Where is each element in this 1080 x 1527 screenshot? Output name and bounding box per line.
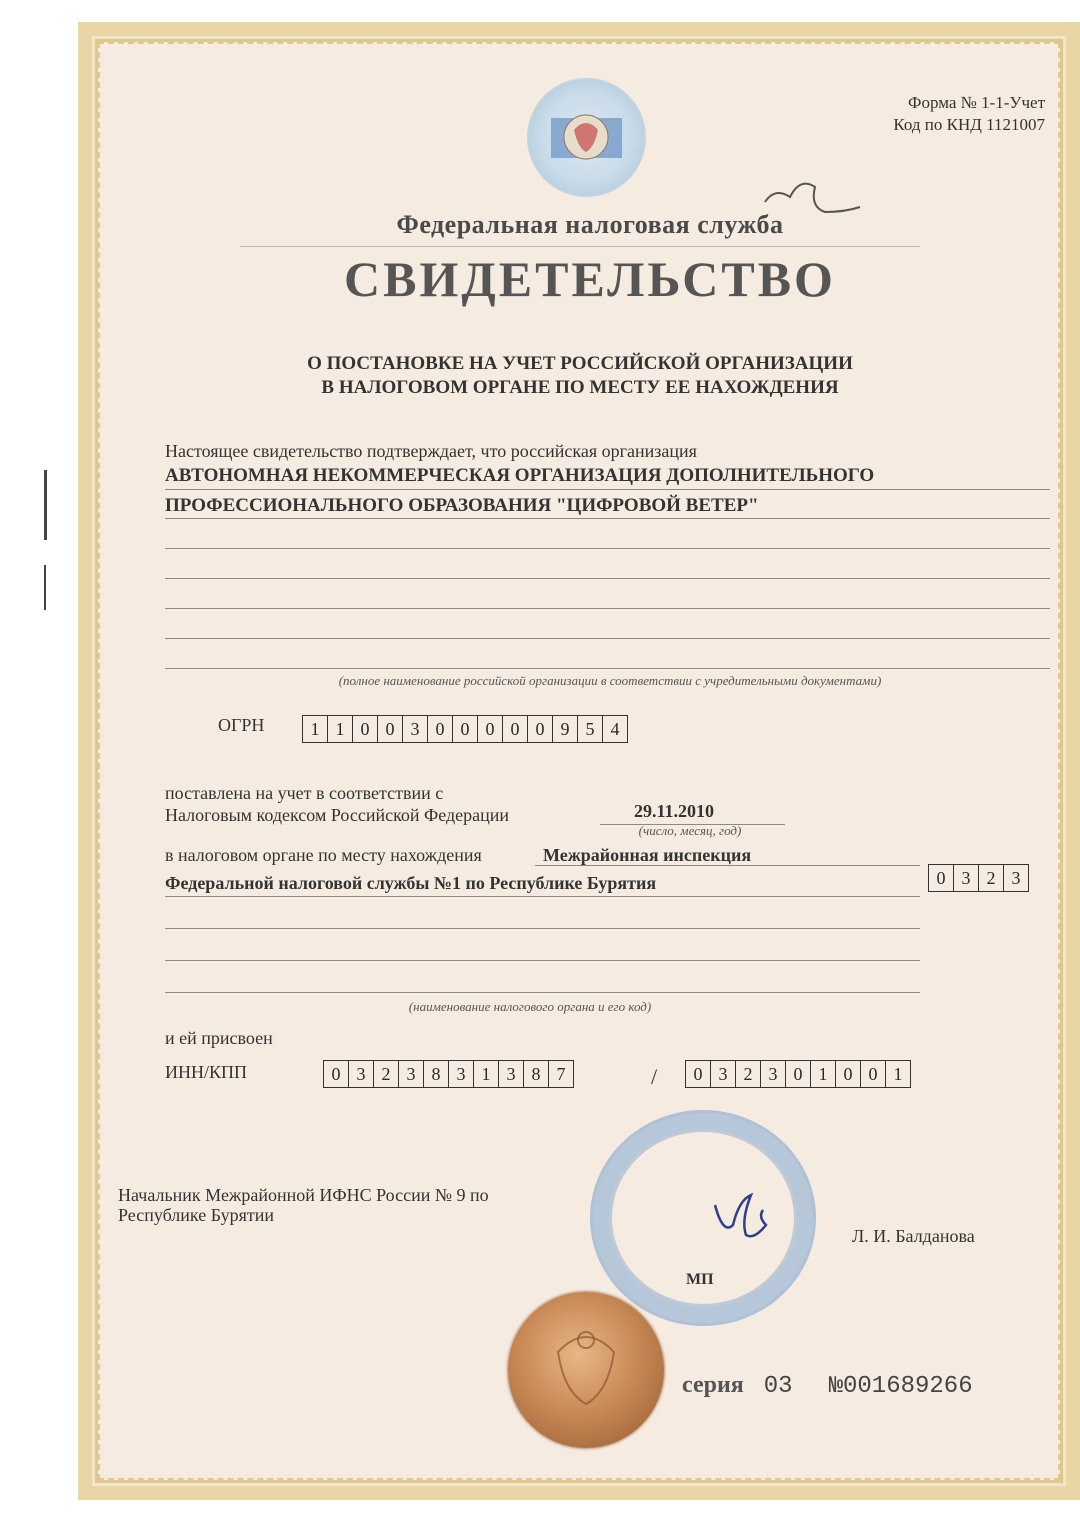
digit-cell: 3 (403, 716, 428, 742)
ogrn-label: ОГРН (218, 715, 265, 735)
field-rule (165, 548, 1050, 549)
intro-text: Настоящее свидетельство подтверждает, что российская организация (165, 441, 697, 461)
inn-digits (323, 1060, 574, 1088)
digit-cell: 3 (349, 1061, 374, 1087)
registration-date: 29.11.2010 (634, 801, 715, 821)
knd-code: Код по КНД 1121007 (893, 115, 1045, 134)
document-subtitle (0, 352, 1080, 400)
digit-cell: 0 (503, 716, 528, 742)
digit-cell: 3 (1011, 868, 1021, 888)
series-label: серия (682, 1372, 744, 1398)
digit-cell: 0 (836, 1061, 861, 1087)
digit-cell: 0 (861, 1061, 886, 1087)
inn-kpp-label: ИНН/КПП (165, 1062, 248, 1082)
scan-artifact (44, 565, 46, 610)
digit-cell: 2 (736, 1061, 761, 1087)
tax-office-prefix: в налоговом органе по месту нахождения (165, 845, 482, 865)
digit-cell: 1 (474, 1061, 499, 1087)
field-rule (165, 518, 1050, 519)
digit-cell: 0 (353, 716, 378, 742)
divider (240, 246, 920, 247)
subtitle-line: О ПОСТАНОВКЕ НА УЧЕТ РОССИЙСКОЙ ОРГАНИЗАЦИИ (307, 353, 853, 374)
document-title: СВИДЕТЕЛЬСТВО (344, 251, 836, 307)
field-rule (165, 928, 920, 929)
digit-cell: 8 (524, 1061, 549, 1087)
subtitle-line: В НАЛОГОВОМ ОРГАНЕ ПО МЕСТУ ЕЕ НАХОЖДЕНИЯ (321, 377, 839, 398)
inn-kpp-separator: / (651, 1064, 658, 1089)
field-rule (165, 638, 1050, 639)
form-number (810, 92, 1045, 136)
org-name-line-1: АВТОНОМНАЯ НЕКОММЕРЧЕСКАЯ ОРГАНИЗАЦИЯ ДОПОЛНИТЕЛЬНОГО (165, 465, 875, 486)
tax-office-caption: (наименование налогового органа и его код) (408, 999, 652, 1014)
digit-cell: 1 (303, 716, 328, 742)
field-rule (535, 865, 920, 866)
digit-cell: 3 (499, 1061, 524, 1087)
digit-cell: 2 (979, 865, 1004, 891)
kpp-digits (685, 1060, 911, 1088)
digit-cell: 0 (428, 716, 453, 742)
form-line: Форма № 1-1-Учет (908, 93, 1045, 112)
digit-cell: 3 (449, 1061, 474, 1087)
digit-cell: 7 (556, 1064, 566, 1084)
signature-icon (700, 1180, 790, 1260)
mp-label: МП (686, 1271, 714, 1288)
scan-artifact (44, 470, 47, 540)
digit-cell: 2 (374, 1061, 399, 1087)
service-name: Федеральная налоговая служба (396, 210, 784, 239)
field-rule (165, 489, 1050, 490)
digit-cell: 1 (328, 716, 353, 742)
field-rule (165, 608, 1050, 609)
registration-text-2: Налоговым кодексом Российской Федерации (165, 805, 510, 825)
digit-cell: 0 (478, 716, 503, 742)
gold-seal (508, 1292, 664, 1448)
registration-text-1: поставлена на учет в соответствии с (165, 783, 444, 803)
signer-title-2: Республике Бурятии (118, 1205, 275, 1225)
series-value: 03 (763, 1373, 793, 1400)
digit-cell: 0 (686, 1061, 711, 1087)
series-block (682, 1372, 973, 1400)
digit-cell: 0 (378, 716, 403, 742)
tax-office-code (928, 864, 1029, 892)
digit-cell: 3 (954, 865, 979, 891)
eagle-seal-icon (508, 1292, 664, 1448)
certificate-sheet (78, 22, 1080, 1500)
series-number: №001689266 (828, 1373, 973, 1400)
digit-cell: 1 (811, 1061, 836, 1087)
digit-cell: 9 (553, 716, 578, 742)
date-caption: (число, месяц, год) (638, 823, 742, 838)
signer-name: Л. И. Балданова (852, 1226, 975, 1246)
hologram-emblem (527, 78, 646, 197)
digit-cell: 4 (610, 719, 620, 739)
org-name-caption: (полное наименование российской организации в соответствии с учредительными документами) (338, 673, 882, 688)
digit-cell: 8 (424, 1061, 449, 1087)
digit-cell: 3 (399, 1061, 424, 1087)
signer-title-1: Начальник Межрайонной ИФНС России № 9 по (118, 1185, 489, 1205)
field-rule (165, 992, 920, 993)
ogrn-digits (302, 715, 628, 743)
digit-cell: 0 (929, 865, 954, 891)
digit-cell: 5 (578, 716, 603, 742)
field-rule (165, 896, 920, 897)
digit-cell: 3 (711, 1061, 736, 1087)
digit-cell: 3 (761, 1061, 786, 1087)
tax-office-name-1: Межрайонная инспекция (543, 845, 752, 865)
assigned-text: и ей присвоен (165, 1028, 273, 1048)
tax-office-name-2: Федеральной налоговой службы №1 по Республике Бурятия (165, 873, 657, 893)
field-rule (165, 960, 920, 961)
eagle-emblem-icon (529, 80, 644, 195)
digit-cell: 0 (528, 716, 553, 742)
field-rule (165, 578, 1050, 579)
field-rule (165, 668, 1050, 669)
digit-cell: 1 (893, 1064, 903, 1084)
org-name-line-2: ПРОФЕССИОНАЛЬНОГО ОБРАЗОВАНИЯ "ЦИФРОВОЙ ВЕТЕР" (165, 495, 759, 516)
digit-cell: 0 (786, 1061, 811, 1087)
digit-cell: 0 (324, 1061, 349, 1087)
digit-cell: 0 (453, 716, 478, 742)
